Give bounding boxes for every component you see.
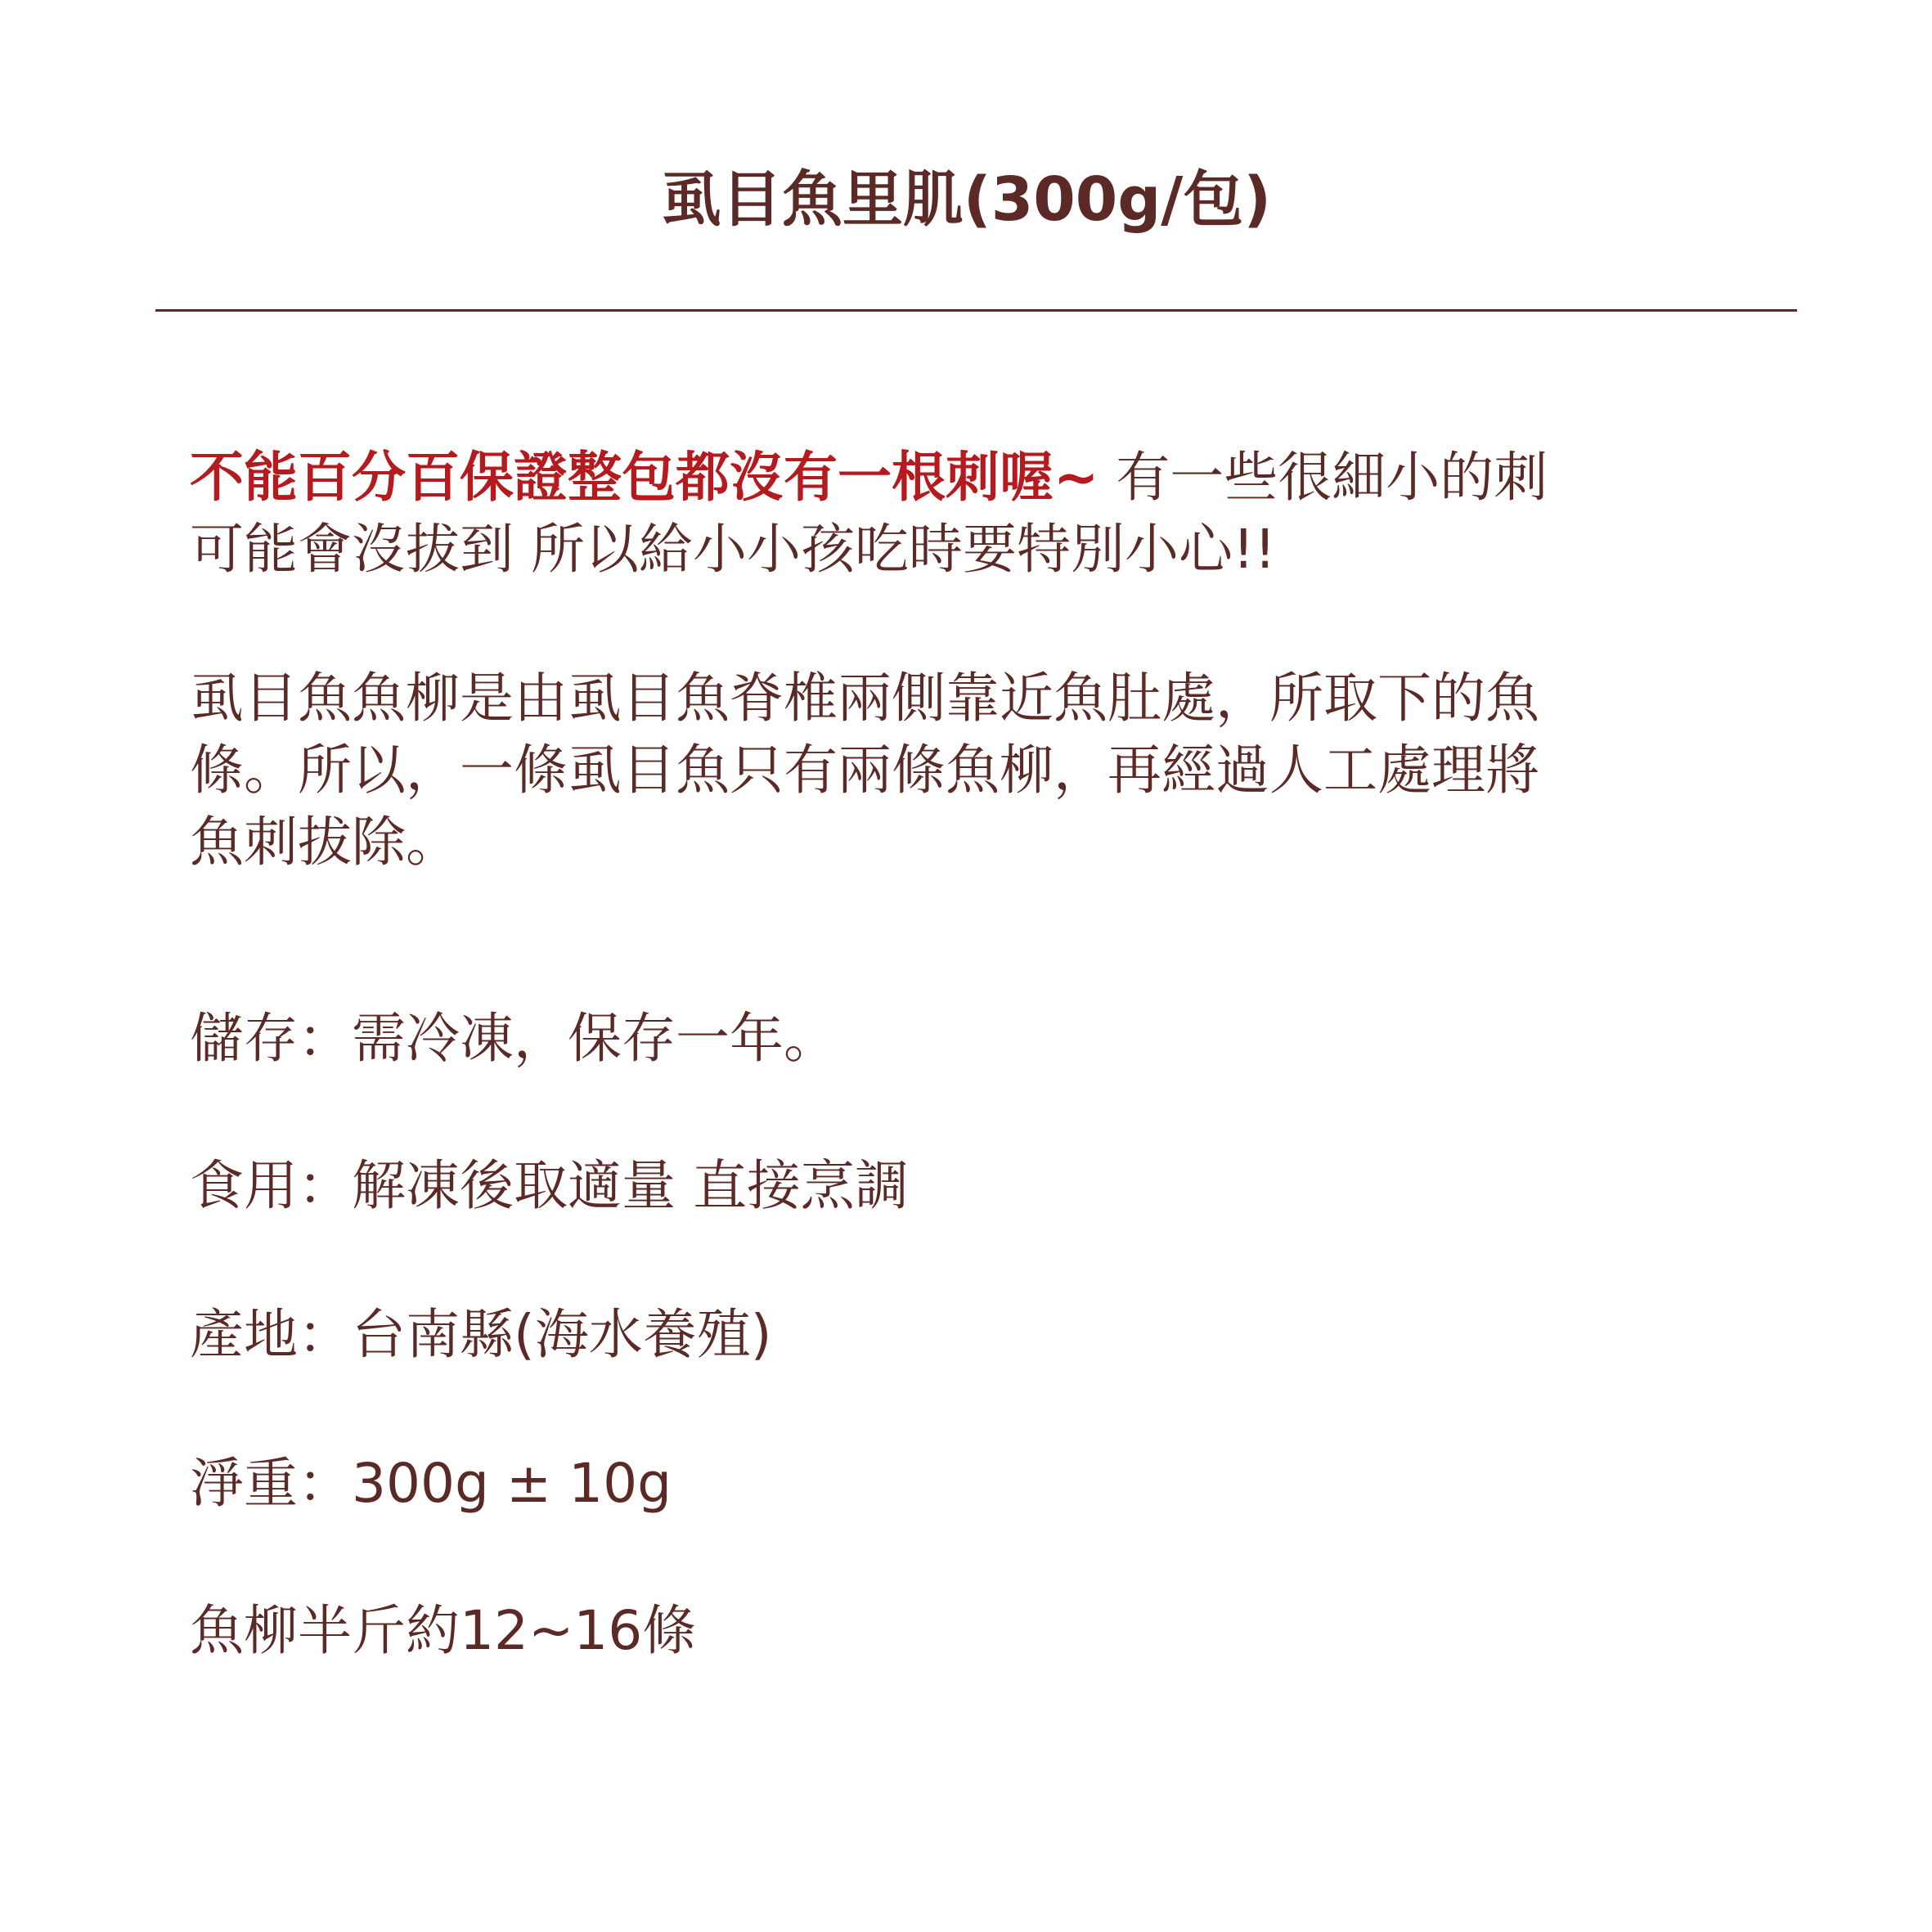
spec-origin: 產地：台南縣(海水養殖) (190, 1303, 772, 1366)
spec-storage: 儲存：需冷凍，保存一年。 (190, 1007, 838, 1070)
description-line-1: 虱目魚魚柳是由虱目魚脊椎兩側靠近魚肚處，所取下的魚 (190, 667, 1539, 730)
bone-warning-notice (190, 442, 1777, 586)
notice-line-1 (190, 442, 1777, 514)
warning-highlight: 不能百分百保證整包都沒有一根刺喔~ (190, 446, 1099, 509)
title-divider (155, 309, 1797, 312)
description-line-3: 魚刺拔除。 (190, 811, 460, 874)
notice-line-1-rest: 有一些很細小的刺 (1099, 446, 1548, 509)
spec-usage: 食用：解凍後取適量 直接烹調 (190, 1154, 909, 1217)
product-title: 虱目魚里肌(300g/包) (660, 164, 1272, 235)
spec-net-weight: 淨重：300g ± 10g (190, 1452, 672, 1515)
description-line-2: 條。所以，一條虱目魚只有兩條魚柳，再經過人工處理將 (190, 739, 1539, 802)
notice-line-2: 可能會沒拔到 所以給小小孩吃時要特別小心!! (190, 518, 1276, 581)
spec-fillet-count: 魚柳半斤約12~16條 (190, 1599, 697, 1662)
product-description (190, 663, 1777, 878)
